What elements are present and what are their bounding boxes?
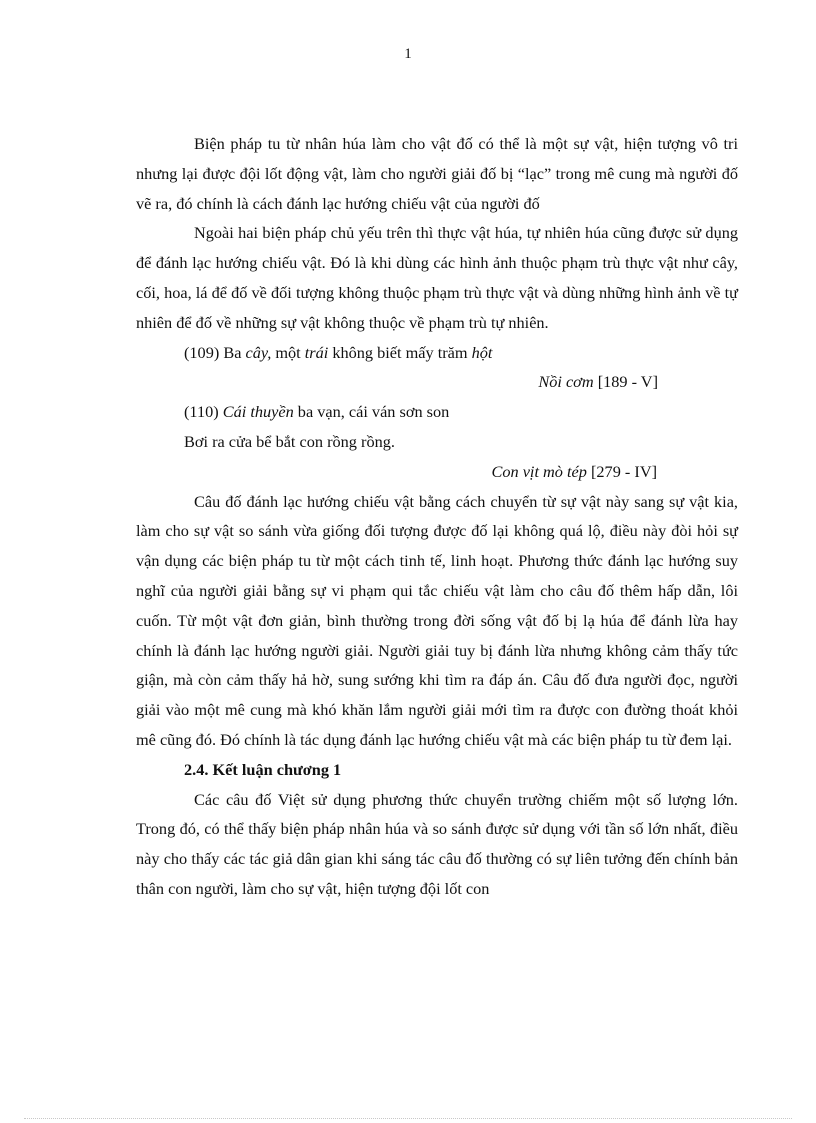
example-109-part-d: trái bbox=[304, 342, 329, 362]
document-body bbox=[136, 129, 738, 904]
paragraph-2: Ngoài hai biện pháp chủ yếu trên thì thực vật húa, tự nhiên húa cũng được sử dụng để đánh lạc hướng chiếu vật. Đó là khi dùng các hình ảnh thuộc phạm trù thực vật như cây, cối, hoa, lá để đố về đối tượng không thuộc phạm trù thực vật và dùng những hình ảnh về tự nhiên để đố về những sự vật không thuộc về phạm trù tự nhiên. bbox=[136, 223, 738, 332]
example-109-part-c: một bbox=[271, 342, 305, 362]
paragraph-3: Câu đố đánh lạc hướng chiếu vật bằng cách chuyển từ sự vật này sang sự vật kia, làm cho sự vật so sánh vừa giống đối tượng được đố lại không quá lộ, điều này đòi hỏi sự vận dụng các biện pháp tu từ một cách tinh tế, linh hoạt. Phương thức đánh lạc hướng suy nghĩ của người giải bằng sự vi phạm qui tắc chiếu vật làm cho câu đố thêm hấp dẫn, lôi cuốn. Từ một vật đơn giản, bình thường trong đời sống vật đố bị lạ húa để đánh lừa hay chính là đánh lạc hướng người giải. Người giải tuy bị đánh lừa nhưng không cảm thấy tức giận, mà còn cảm thấy hả hờ, sung sướng khi tìm ra đáp án. Câu đố đưa người đọc, người giải vào một mê cung mà khó khăn lắm người giải mới tìm ra được con đường thoát khỏi mê cũng đó. Đó chính là tác dụng đánh lạc hướng chiếu vật mà các biện pháp tu từ đem lại. bbox=[136, 491, 738, 749]
example-109-answer: Nồi cơm bbox=[538, 372, 594, 392]
example-110-part-b: Cái thuyền bbox=[222, 402, 294, 422]
page-number: 1 bbox=[404, 46, 412, 62]
paragraph-1: Biện pháp tu từ nhân húa làm cho vật đố có thể là một sự vật, hiện tượng vô tri nhưng lại được đội lốt động vật, làm cho người giải đố bị “lạc” trong mê cung mà người đố vẽ ra, đó chính là cách đánh lạc hướng chiếu vật của người đố bbox=[136, 134, 738, 213]
example-109-source bbox=[136, 367, 738, 397]
example-109-part-a: (109) Ba bbox=[184, 342, 246, 362]
page-bottom-rule bbox=[24, 1118, 792, 1119]
example-110-line-2: Bơi ra cửa bể bắt con rồng rồng. bbox=[184, 431, 395, 451]
example-110-part-c: ba vạn, cái ván sơn son bbox=[293, 402, 450, 422]
example-110-ref: [279 - IV] bbox=[586, 461, 657, 481]
example-110-verse bbox=[136, 397, 738, 427]
example-109-ref: [189 - V] bbox=[593, 372, 658, 392]
section-heading: 2.4. Kết luận chương 1 bbox=[184, 759, 342, 779]
example-110-answer: Con vịt mò tép bbox=[491, 461, 587, 481]
example-110-source bbox=[136, 457, 738, 487]
example-109-part-b: cây, bbox=[245, 342, 272, 362]
example-109-part-e: không biết mấy trăm bbox=[328, 342, 472, 362]
example-109-part-f: hột bbox=[471, 342, 493, 362]
example-110-part-a: (110) bbox=[184, 402, 223, 422]
example-109-verse bbox=[136, 338, 738, 368]
paragraph-4: Các câu đố Việt sử dụng phương thức chuyển trường chiếm một số lượng lớn. Trong đó, có thể thấy biện pháp nhân húa và so sánh được sử dụng với tần số lớn nhất, điều này cho thấy các tác giả dân gian khi sáng tác câu đố thường có sự liên tưởng đến chính bản thân con người, làm cho sự vật, hiện tượng đội lốt con bbox=[136, 789, 738, 898]
